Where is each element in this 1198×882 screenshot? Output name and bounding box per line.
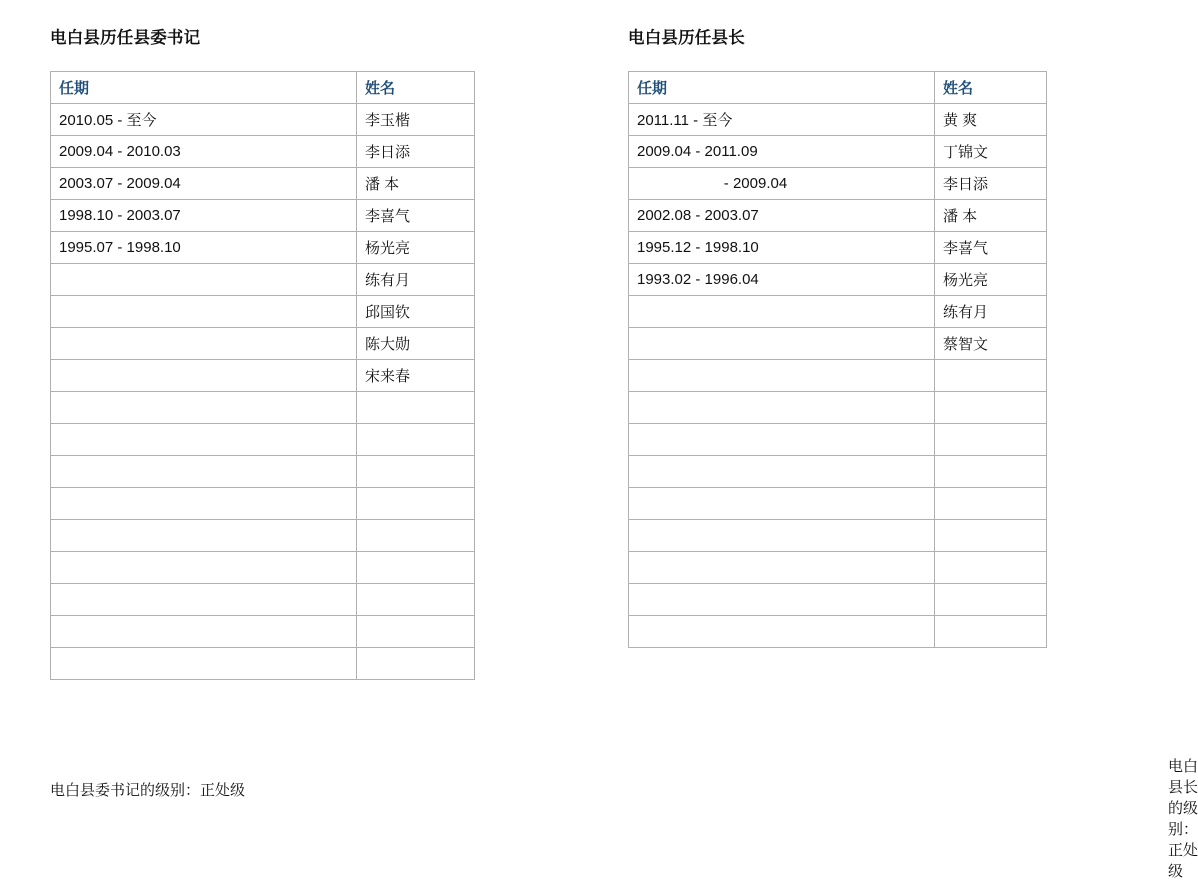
- table-row: [51, 424, 475, 456]
- table-head: [629, 72, 1047, 104]
- cell-name: [935, 584, 1047, 616]
- cell-term: [51, 648, 357, 680]
- column-header-name: 姓名: [935, 72, 1047, 104]
- table-row: [629, 232, 1047, 264]
- table-row: [629, 584, 1047, 616]
- table-row: [629, 328, 1047, 360]
- cell-term: 1995.07 - 1998.10: [51, 232, 357, 264]
- cell-term: 2003.07 - 2009.04: [51, 168, 357, 200]
- cell-term: [51, 264, 357, 296]
- cell-name: [357, 616, 475, 648]
- cell-name: 陈大勋: [357, 328, 475, 360]
- right-section-title: 电白县历任县长: [628, 29, 745, 47]
- table-row: [629, 296, 1047, 328]
- table-row: [51, 168, 475, 200]
- table-row: [51, 296, 475, 328]
- cell-name: 李日添: [357, 136, 475, 168]
- cell-name: [935, 424, 1047, 456]
- cell-term: [629, 488, 935, 520]
- table-row: [629, 360, 1047, 392]
- cell-term: [629, 616, 935, 648]
- party-secretary-table: [50, 71, 475, 680]
- table-row: [629, 616, 1047, 648]
- table-row: [51, 488, 475, 520]
- cell-name: [357, 456, 475, 488]
- column-header-term: 任期: [51, 72, 357, 104]
- cell-term: 1998.10 - 2003.07: [51, 200, 357, 232]
- column-header-term: 任期: [629, 72, 935, 104]
- table-row: [51, 264, 475, 296]
- cell-term: [51, 392, 357, 424]
- cell-name: 丁锦文: [935, 136, 1047, 168]
- cell-name: 蔡智文: [935, 328, 1047, 360]
- cell-name: 李日添: [935, 168, 1047, 200]
- table-row: [51, 136, 475, 168]
- cell-term: [51, 328, 357, 360]
- table-row: [51, 392, 475, 424]
- cell-name: [357, 648, 475, 680]
- table-row: [629, 200, 1047, 232]
- cell-name: 宋来春: [357, 360, 475, 392]
- table-head: [51, 72, 475, 104]
- cell-term: [51, 520, 357, 552]
- right-column: [540, 0, 1198, 880]
- cell-term: [51, 488, 357, 520]
- cell-name: [935, 616, 1047, 648]
- table-row: [629, 168, 1047, 200]
- cell-term: [629, 424, 935, 456]
- cell-name: 潘 本: [935, 200, 1047, 232]
- cell-term: [51, 584, 357, 616]
- cell-term: [51, 360, 357, 392]
- cell-term: 2009.04 - 2010.03: [51, 136, 357, 168]
- cell-name: 潘 本: [357, 168, 475, 200]
- cell-term: [629, 456, 935, 488]
- cell-term: [51, 296, 357, 328]
- cell-term: [629, 520, 935, 552]
- cell-name: [935, 456, 1047, 488]
- cell-term: 1995.12 - 1998.10: [629, 232, 935, 264]
- table-body: [629, 104, 1047, 648]
- table-row: [51, 648, 475, 680]
- cell-name: [935, 360, 1047, 392]
- table-row: [51, 552, 475, 584]
- cell-term: [51, 552, 357, 584]
- cell-term: [629, 360, 935, 392]
- table-row: [51, 520, 475, 552]
- cell-name: 练有月: [357, 264, 475, 296]
- cell-name: 李喜气: [935, 232, 1047, 264]
- cell-name: [935, 520, 1047, 552]
- county-magistrate-table: [628, 71, 1047, 648]
- cell-term: 2011.11 - 至今: [629, 104, 935, 136]
- table-row: [629, 136, 1047, 168]
- cell-name: [357, 392, 475, 424]
- table-header-row: [629, 72, 1047, 104]
- table-row: [51, 616, 475, 648]
- cell-term: 1993.02 - 1996.04: [629, 264, 935, 296]
- table-row: [51, 584, 475, 616]
- cell-term: [51, 456, 357, 488]
- cell-term: 2010.05 - 至今: [51, 104, 357, 136]
- table-row: [629, 552, 1047, 584]
- cell-name: 黄 爽: [935, 104, 1047, 136]
- table-row: [51, 104, 475, 136]
- table-body: [51, 104, 475, 680]
- table-row: [629, 520, 1047, 552]
- table-row: [629, 488, 1047, 520]
- table-row: [51, 200, 475, 232]
- table-row: [51, 232, 475, 264]
- cell-name: [357, 424, 475, 456]
- table-row: [629, 392, 1047, 424]
- table-row: [51, 360, 475, 392]
- table-row: [629, 104, 1047, 136]
- cell-term: [629, 328, 935, 360]
- cell-term: [51, 424, 357, 456]
- cell-name: 李玉楷: [357, 104, 475, 136]
- cell-name: 练有月: [935, 296, 1047, 328]
- table-row: [51, 456, 475, 488]
- cell-term: [629, 392, 935, 424]
- left-footnote: 电白县委书记的级别：正处级: [50, 782, 246, 799]
- cell-name: [357, 584, 475, 616]
- cell-term: [51, 616, 357, 648]
- cell-name: 李喜气: [357, 200, 475, 232]
- cell-term: - 2009.04: [629, 168, 935, 200]
- cell-term: 2002.08 - 2003.07: [629, 200, 935, 232]
- cell-name: [357, 520, 475, 552]
- cell-name: [935, 392, 1047, 424]
- cell-name: 杨光亮: [935, 264, 1047, 296]
- right-footnote: 电白县长的级别：正处级: [1168, 758, 1198, 880]
- left-column: [0, 0, 540, 821]
- cell-name: [357, 552, 475, 584]
- cell-name: 杨光亮: [357, 232, 475, 264]
- cell-name: 邱国钦: [357, 296, 475, 328]
- table-row: [629, 264, 1047, 296]
- cell-name: [935, 488, 1047, 520]
- cell-term: [629, 552, 935, 584]
- cell-term: [629, 584, 935, 616]
- cell-name: [935, 552, 1047, 584]
- cell-term: [629, 296, 935, 328]
- left-section-title: 电白县历任县委书记: [50, 29, 201, 47]
- cell-name: [357, 488, 475, 520]
- cell-term: 2009.04 - 2011.09: [629, 136, 935, 168]
- table-row: [629, 424, 1047, 456]
- table-row: [629, 456, 1047, 488]
- column-header-name: 姓名: [357, 72, 475, 104]
- table-header-row: [51, 72, 475, 104]
- table-row: [51, 328, 475, 360]
